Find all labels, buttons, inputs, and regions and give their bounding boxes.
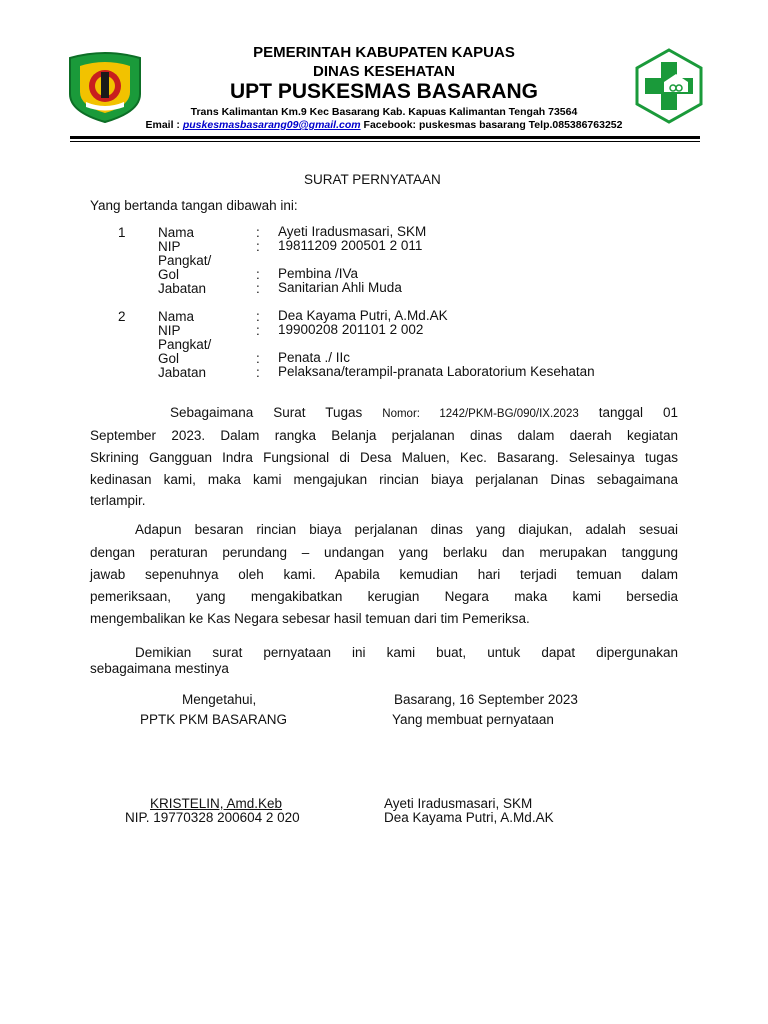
person-2-pangkat: Penata ./ IIc: [278, 350, 351, 365]
sign-left-title: PPTK PKM BASARANG: [140, 712, 288, 727]
para2-line-4: pemeriksaan, yang mengakibatkan kerugian Negara maka kami bersedia: [90, 589, 678, 604]
person-1-jabatan-colon: :: [256, 281, 260, 296]
para1-line-5: terlampir.: [90, 493, 146, 508]
person-2-nama-colon: :: [256, 309, 260, 324]
para1-line-4: kedinasan kami, maka kami mengajukan rincian biaya perjalanan Dinas sebagaimana: [90, 472, 678, 487]
sign-right-place-date: Basarang, 16 September 2023: [394, 692, 578, 707]
person-2-jabatan-colon: :: [256, 365, 260, 380]
person-2-nip-label: NIP: [158, 323, 181, 338]
header-contact: [0, 119, 768, 131]
person-1-nip-label: NIP: [158, 239, 181, 254]
person-1-pangkat-label-1: Pangkat/: [158, 253, 212, 268]
header-address: Trans Kalimantan Km.9 Kec Basarang Kab. Kapuas Kalimantan Tengah 73564: [190, 106, 578, 118]
contact-rest: Facebook: puskesmas basarang Telp.085386763252: [360, 119, 623, 131]
person-2-pangkat-label-2: Gol: [158, 351, 180, 366]
person-1-pangkat-colon: :: [256, 267, 260, 282]
person-1-nama: Ayeti Iradusmasari, SKM: [278, 224, 427, 239]
sign-left-name: KRISTELIN, Amd.Keb: [150, 796, 283, 811]
person-2-nama: Dea Kayama Putri, A.Md.AK: [278, 308, 448, 323]
person-2-jabatan-label: Jabatan: [158, 365, 207, 380]
person-2-pangkat-colon: :: [256, 351, 260, 366]
person-1-nip: 19811209 200501 2 011: [278, 238, 423, 253]
para2-line-1: Adapun besaran rincian biaya perjalanan dinas yang diajukan, adalah sesuai: [135, 522, 678, 537]
person-1-pangkat: Pembina /IVa: [278, 266, 359, 281]
para1-line-2: September 2023. Dalam rangka Belanja perjalanan dinas dalam daerah kegiatan: [90, 428, 678, 443]
para2-line-3: jawab sepenuhnya oleh kami. Apabila kemudian hari terjadi temuan dalam: [90, 567, 678, 582]
person-2-pangkat-label-1: Pangkat/: [158, 337, 212, 352]
sign-right-name-1: Ayeti Iradusmasari, SKM: [384, 796, 533, 811]
person-1-number: 1: [118, 225, 126, 240]
person-2-nip-colon: :: [256, 323, 260, 338]
para2-line-5: mengembalikan ke Kas Negara sebesar hasil temuan dari tim Pemeriksa.: [90, 611, 530, 626]
person-2-jabatan: Pelaksana/terampil-pranata Laboratorium Kesehatan: [278, 364, 595, 379]
person-2-number: 2: [118, 309, 126, 324]
person-1-nip-colon: :: [256, 239, 260, 254]
sign-right-title: Yang membuat pernyataan: [392, 712, 554, 727]
para1-line1-a: Sebagaimana Surat Tugas: [170, 405, 383, 420]
sign-left-label: Mengetahui,: [182, 692, 257, 707]
person-1-nama-colon: :: [256, 225, 260, 240]
header-line-2: DINAS KESEHATAN: [313, 63, 455, 80]
sign-right-name-2: Dea Kayama Putri, A.Md.AK: [384, 810, 554, 825]
person-2-nip: 19900208 201101 2 002: [278, 322, 424, 337]
para1-line-1: [170, 402, 678, 425]
para1-line-3: Skrining Gangguan Indra Fungsional di Desa Maluen, Kec. Basarang. Selesainya tugas: [90, 450, 678, 465]
person-1-jabatan-label: Jabatan: [158, 281, 207, 296]
intro-text: Yang bertanda tangan dibawah ini:: [90, 198, 298, 213]
surat-tugas-nomor: Nomor: 1242/PKM-BG/090/IX.2023: [382, 408, 579, 420]
para3-line-1: Demikian surat pernyataan ini kami buat, untuk dapat dipergunakan: [135, 645, 678, 660]
sign-left-nip: NIP. 19770328 200604 2 020: [125, 810, 300, 825]
person-1-jabatan: Sanitarian Ahli Muda: [278, 280, 402, 295]
para2-line-2: dengan peraturan perundang – undangan yang berlaku dan merupakan tanggung: [90, 545, 678, 560]
email-link[interactable]: puskesmasbasarang09@gmail.com: [182, 119, 361, 131]
person-1-pangkat-label-2: Gol: [158, 267, 180, 282]
header-line-3: UPT PUSKESMAS BASARANG: [229, 80, 539, 103]
email-label: Email :: [145, 119, 183, 131]
header-line-1: PEMERINTAH KABUPATEN KAPUAS: [253, 44, 515, 61]
person-2-nama-label: Nama: [158, 309, 195, 324]
para1-line1-c: tanggal 01: [578, 405, 678, 420]
header-rule-thin: [70, 141, 700, 142]
document-title: SURAT PERNYATAAN: [304, 172, 441, 187]
header-rule-thick: [70, 136, 700, 139]
person-1-nama-label: Nama: [158, 225, 195, 240]
para3-line-2: sebagaimana mestinya: [90, 661, 229, 676]
